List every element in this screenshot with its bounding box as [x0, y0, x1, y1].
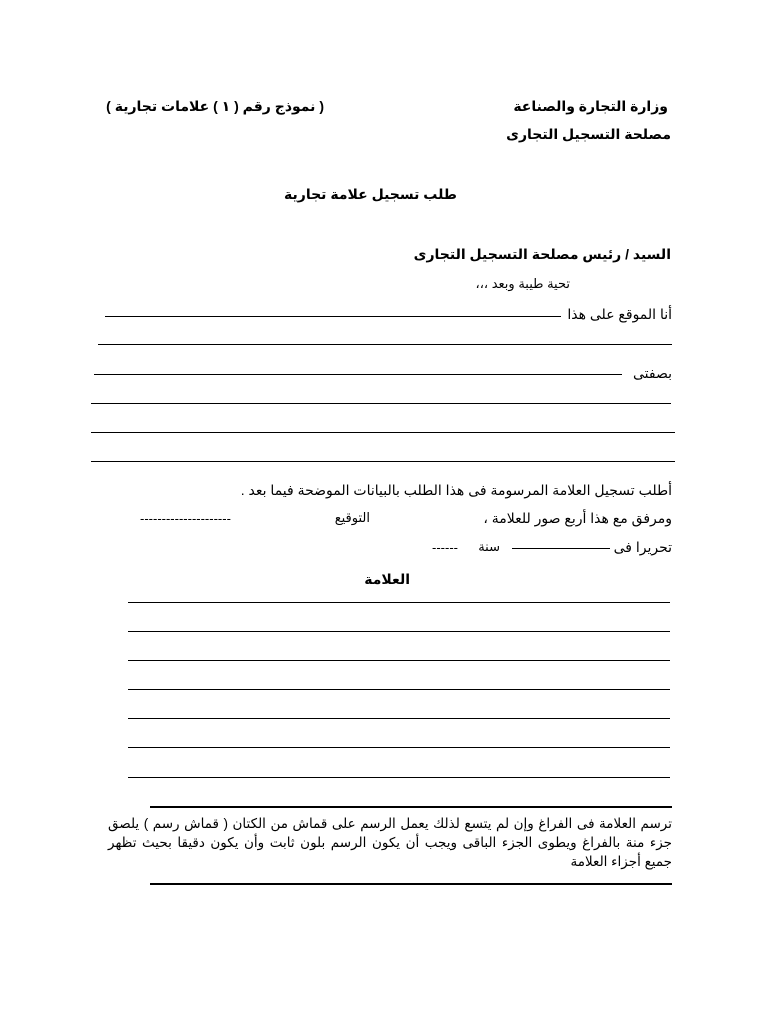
mark-line-3[interactable]: [128, 660, 670, 661]
year-label: سنة: [478, 539, 500, 554]
signature-label: التوقيع: [334, 510, 370, 525]
signature-dashes[interactable]: ---------------------: [140, 511, 231, 526]
mark-line-5[interactable]: [128, 718, 670, 719]
signatory-label: أنا الموقع على هذا: [567, 306, 672, 322]
request-text: أطلب تسجيل العلامة المرسومة فى هذا الطلب بالبيانات الموضحة فيما بعد .: [240, 482, 672, 498]
form-number: ( نموذج رقم ( ١ ) علامات تجارية ): [106, 98, 324, 114]
signatory-field-line[interactable]: [105, 316, 561, 317]
capacity-field-line-3[interactable]: [91, 432, 675, 433]
mark-line-6[interactable]: [128, 747, 670, 748]
capacity-field-line-4[interactable]: [91, 461, 675, 462]
mark-line-1[interactable]: [128, 602, 670, 603]
mark-heading: العلامة: [364, 571, 410, 587]
attachment-text: ومرفق مع هذا أربع صور للعلامة ،: [483, 510, 672, 526]
footnote-top-rule: [150, 806, 672, 808]
mark-line-7[interactable]: [128, 777, 670, 778]
greeting: تحية طيبة وبعد ،،،: [475, 276, 570, 291]
addressee: السيد / رئيس مصلحة التسجيل التجارى: [413, 246, 671, 262]
year-dashes[interactable]: ------: [432, 540, 458, 555]
footnote-bottom-rule: [150, 883, 672, 885]
signatory-field-line-2[interactable]: [98, 344, 672, 345]
capacity-field-line-2[interactable]: [91, 403, 671, 404]
date-field-line[interactable]: [512, 548, 610, 549]
mark-line-2[interactable]: [128, 631, 670, 632]
ministry-name: وزارة التجارة والصناعة: [513, 98, 668, 114]
date-prefix: تحريرا فى: [613, 539, 672, 555]
capacity-field-line[interactable]: [94, 374, 622, 375]
footnote-text: ترسم العلامة فى الفراغ وإن لم يتسع لذلك يعمل الرسم على قماش من الكتان ( قماش رسم ) يلصق جزء منة بالفراغ ويطوى الجزء الباقى ويجب أن يكون الرسم بلون ثابت وأن يكون دقيقا بحيث تظهر جميع أجزاء العلامة: [108, 816, 672, 869]
mark-line-4[interactable]: [128, 689, 670, 690]
form-title: طلب تسجيل علامة تجارية: [284, 186, 457, 202]
department-name: مصلحة التسجيل التجارى: [506, 126, 671, 142]
capacity-label: بصفتى: [632, 365, 672, 381]
